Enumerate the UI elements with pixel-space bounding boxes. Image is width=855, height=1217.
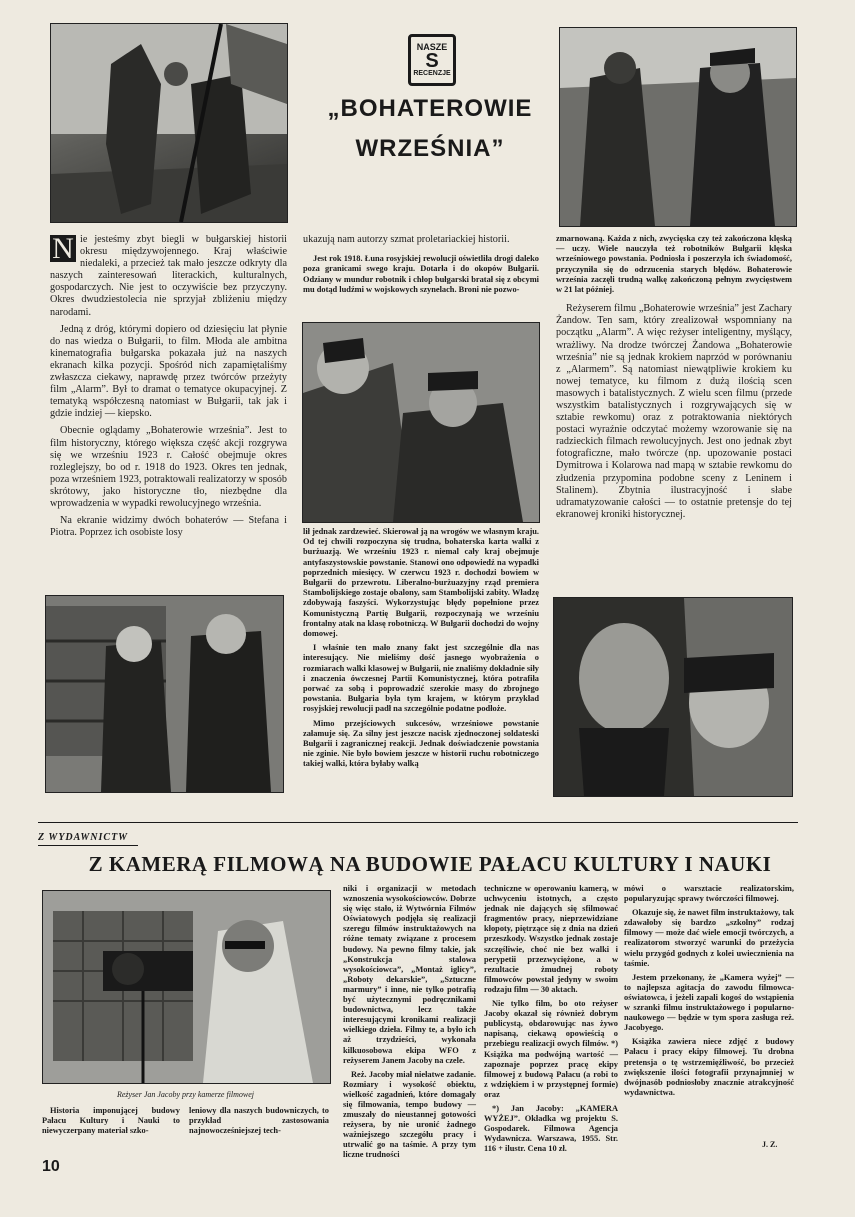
article1-col3-paragraph-1: zmarnowaną. Każda z nich, zwycięska czy też zakończona klęską — uczy. Wiele nauczyła też robotników Bułgarii klęska wrześniowego powstania. Podniosła i poszerzyła ich świadomość, przyczyniła się do odrzucenia starych błędów. Bohaterowie września zaczęli trudną walkę zakończoną pełnym zwycięstwem w 21 lat później. (556, 234, 792, 295)
article2-column-c (484, 884, 618, 1158)
article1-column-2-bottom (303, 527, 539, 774)
photo-film-still-two-men (302, 322, 540, 523)
article2-col-a2-text: leniowy dla naszych budowniczych, to przykład zastosowania najnowocześniejszej tech- (189, 1106, 329, 1136)
article1-column-3 (556, 234, 792, 526)
article2-col-c-footnote: *) Jan Jacoby: „KAMERA WYŻEJ”. Okładka wg projektu S. Gospodarek. Filmowa Agencja Wydawnicza. Warszawa, 1955. Str. 116 + ilustr. Cena 10 zł. (484, 1103, 618, 1154)
article-title-line-2: WRZEŚNIA” (355, 135, 505, 162)
article2-col-d-paragraph-3: Jestem przekonany, że „Kamera wyżej” — to najlepsza agitacja do zawodu filmowca-oświatowca, i jeżeli zapali kogoś do wstąpienia w szranki filmu instruktażowego i popularno-naukowego — będzie w tym spora zasługa reż. Jacobyego. (624, 972, 794, 1033)
photo-director-with-camera (42, 890, 331, 1084)
article2-col-a1-text: Historia imponującej budowy Pałacu Kultury i Nauki to niewyczerpany materiał szko- (42, 1106, 180, 1136)
article2-column-b (343, 884, 476, 1165)
photo-film-still-library (45, 595, 284, 793)
article1-col1-paragraph-4: Na ekranie widzimy dwóch bohaterów — Stefana i Piotra. Poprzez ich osobiste losy (50, 515, 287, 539)
article2-col-d-paragraph-1: mówi o warsztacie realizatorskim, popularyzując sprawy twórczości filmowej. (624, 884, 794, 904)
article1-col2-paragraph-3: lił jednak zardzewieć. Skierował ją na wrogów we własnym kraju. Od tej chwili rozpoczyna się trudna, bohaterska karta walki z burżuazją. We wrześniu 1923 r. niemal cały kraj obejmuje antyfaszystowskie powstanie. Stanowi ono odpowiedź na wypadki poprzednich miesięcy. W czerwcu 1923 r. dochodzi bowiem w Bułgarii do przewrotu. Liberalno-burżuazyjny rząd premiera Stambolijskiego zostaje obalony, sam Stambolijski zabity. Władzę zdobywają faszyści. Wykorzystując błędy popełnione przez Komunistyczną Partię Bułgarii, rozpoczynają we wrześniu frontalny atak na klasę robotniczą. W Bułgarii dochodzi do wojny domowej. (303, 527, 539, 639)
article2-headline: Z KAMERĄ FILMOWĄ NA BUDOWIE PAŁACU KULTURY I NAUKI (88, 852, 772, 876)
article-title-line-1: „BOHATEROWIE (327, 95, 533, 122)
article2-column-a2 (189, 1106, 329, 1140)
article2-column-a1 (42, 1106, 180, 1140)
photo-film-still-portraits (553, 597, 793, 797)
logo-s-glyph: S (425, 50, 439, 72)
photo-film-still-soldiers (559, 27, 797, 227)
photo-caption: Reżyser Jan Jacoby przy kamerze filmowej (116, 1090, 255, 1099)
article1-col2-paragraph-4: I właśnie ten mało znany fakt jest szczególnie dla nas interesujący. Nie mieliśmy dość jasnego wyobrażenia o rozmiarach walki klasowej w Bułgarii, nie znaliśmy dokładnie siły i znaczenia ówczesnej Partii Komunistycznej, która potrafiła porwać za sobą i poprowadzić szerokie masy do zbrojnego powstania. Bułgaria była tym krajem, w którym przykład rosyjskiej rewolucji padł na szczególnie podatne podłoże. (303, 643, 539, 714)
logo-line-1: NASZE (416, 42, 448, 52)
article2-initials: J. Z. (762, 1140, 778, 1149)
article2-col-c-paragraph-1: techniczne w operowaniu kamerą, w uchwyceniu istotnych, a często jednak nie dających się sfilmować fragmentów pracy, nieprzewidziane kłopoty, piętrzące się z dnia na dzień przeszkody. Wszystko jednak zostaje szczęśliwie, choć nie bez walki i perypetii przezwyciężone, a w rezultacie żmudnej roboty filmowców powstał jedyny w swoim rodzaju film — 30 aktach. (484, 884, 618, 994)
article2-col-d-paragraph-4: Książka zawiera niece zdjęć z budowy Pałacu i pracy ekipy filmowej. Tu drobna pretensja o tę wstrzemięźliwość, bo przecież zwiększenie ilości fotografii przynajmniej w dwójnasób podniosłoby znacznie atrakcyjność wydawnictwa. (624, 1037, 794, 1097)
logo-line-2: RECENZJE (413, 70, 451, 77)
article2-col-d-paragraph-2: Okazuje się, że nawet film instruktażowy, tak zdawałoby się bardzo „szkolny” rodzaj filmowy — może dać wiele emocji twórczych, a realizatorom stworzyć warunki do przeżycia wielu przygód godnych z kolei uwiecznienia na taśmie. (624, 908, 794, 968)
dropcap-letter: N (50, 235, 76, 262)
photo-film-still-flag (50, 23, 288, 223)
section-divider (38, 822, 798, 823)
section-label-underline (38, 845, 138, 846)
recenzje-logo (408, 34, 456, 86)
article2-column-d (624, 884, 794, 1102)
article1-col2-paragraph-5: Mimo przejściowych sukcesów, wrześniowe powstanie załamuje się. Za silny jest jeszcze nacisk zjednoczonej soldateski Bułgarii i zagranicznej reakcji. Jednak doświadczenie powstania nie zginie. Nie było bowiem jeszcze w historii ruchu robotniczego takiej walki, która byłaby walką (303, 718, 539, 769)
page-number: 10 (42, 1158, 60, 1175)
article2-col-b-paragraph-1: niki i organizacji w metodach wznoszenia wysokościowców. Dobrze się więc stało, iż Wytwórnia Filmów Oświatowych podjęła się realizacji szeregu filmów instruktażowych na różne tematy związane z procesem budowy. Na pewno filmy takie, jak „Konstrukcja stalowa wysokościowca”, „Montaż iglicy”, „Roboty dekarskie”, „Sztuczne marmury” i inne, nie tylko potrafią być użytecznymi podręcznikami budownictwa, lecz także interesującymi kronikami realizacji wielkiego dzieła. Filmy te, a było ich aż trzydzieści, wykonała kilkuosobowa ekipa WFO z reżyserem Janem Jacoby na czele. (343, 884, 476, 1065)
article1-col1-paragraph-2: Jedną z dróg, którymi dopiero od dziesięciu lat płynie do nas wiedza o Bułgarii, to film. Młoda ale ambitna kinematografia bułgarska pokazała już na naszych ekranach kilka pozycji. Spośród nich zapamiętaliśmy zwłaszcza ciekawy, naprawdę przez twórców przeżyty film „Alarm”. Był to dramat o tematyce okupacyjnej. Z tematyką współczesną natomiast w Bułgarii, tak jak i gdzie indziej — kiepsko. (50, 323, 287, 420)
article1-col2-paragraph-1: ukazują nam autorzy szmat proletariackiej historii. (303, 234, 510, 245)
section-label: Z WYDAWNICTW (38, 832, 129, 843)
article1-col1-paragraph-3: Obecnie oglądamy „Bohaterowie września”. Jest to film historyczny, którego większa część akcji rozgrywa się we wrześniu 1923 r. Całość obejmuje okres rozleglejszy, bo od r. 1918 do 1923. Okres ten jednak, poza wrześniem 1923, potraktowali realizatorzy w sposób skrótowy, jako historyczne tło, niezbędne dla wprowadzenia w wypadki rewolucyjnego września. (50, 425, 287, 509)
article2-col-c-paragraph-2: Nie tylko film, bo oto reżyser Jacoby okazał się również dobrym publicystą, obdarowując nas żywo napisaną, ciekawą opowieścią o przebiegu realizacji owych filmów. *) Książka ma podwójną wartość — zapoznaje poprzez pracę ekipy filmowej z budową Pałacu (a robi to z wdziękiem i w przystępnej formie) oraz (484, 999, 618, 1099)
article2-col-b-paragraph-2: Reż. Jacoby miał niełatwe zadanie. Rozmiary i wysokość obiektu, wielkość zagadnień, które domagały się filmowania, tempo budowy — zmuszały do nieustannej gotowości reżysera, by nie uronić żadnego ważniejszego szczegółu pracy i utrwalić go na taśmie. A przy tym liczne trudności (343, 1069, 476, 1160)
article1-column-2-top (303, 234, 539, 300)
article1-column-1 (50, 234, 287, 544)
article1-col2-paragraph-2: Jest rok 1918. Łuna rosyjskiej rewolucji oświetliła drogi daleko poza granicami swego kraju. Dotarła i do okopów Bułgarii. Odziany w mundur robotnik i chłop bułgarski bratał się z obcymi mu dotąd ludźmi w wojskowych szynelach. Broni nie pozwo- (303, 254, 539, 294)
article1-col1-paragraph-1: ie jesteśmy zbyt biegli w bułgarskiej historii okresu międzywojennego. Kraj właściwie niedaleki, a przecież tak mało jeszcze odkryty dla naszych zainteresowań literackich, kulturalnych, gospodarczych. Nie jest to oczywiście bez przyczyny. Okres dwudziestolecia nie sprzyjał zbliżeniu między narodami. (50, 234, 287, 318)
article1-col3-paragraph-2: Reżyserem filmu „Bohaterowie września” jest Zachary Żandow. Ten sam, który zrealizował wspomniany na początku „Alarm”. A więc reżyser inteligentny, myślący, wrażliwy. Na drodze twórczej Żandowa „Bohaterowie września” nie są jednak krokiem naprzód w porównaniu z „Alarmem”. Są natomiast niewątpliwie krokiem ku nowej tematyce, ku filmom z dużą ilością scen masowych i batalistycznych. Z wielu scen filmu (przede wszystkim batalistycznych i rozgrywających się w sztabie rewkomu) oraz z potraktowania niektórych postaci wyraźnie odczytać możemy wzorowanie się na radzieckich filmach rewolucyjnych. Jest ono jednak zbyt fotograficzne, mało twórcze (np. upozowanie postaci Dymitrowa i Kolarowa nad mapą w sztabie rewkomu do złudzenia przypomina podobne sceny z Leninem i Stalinem). Zbytnia ilustracyjność i słabe udramatyzowanie całości — to ostatnie pretensje do tej ekranowej kroniki historycznej. (556, 303, 792, 520)
